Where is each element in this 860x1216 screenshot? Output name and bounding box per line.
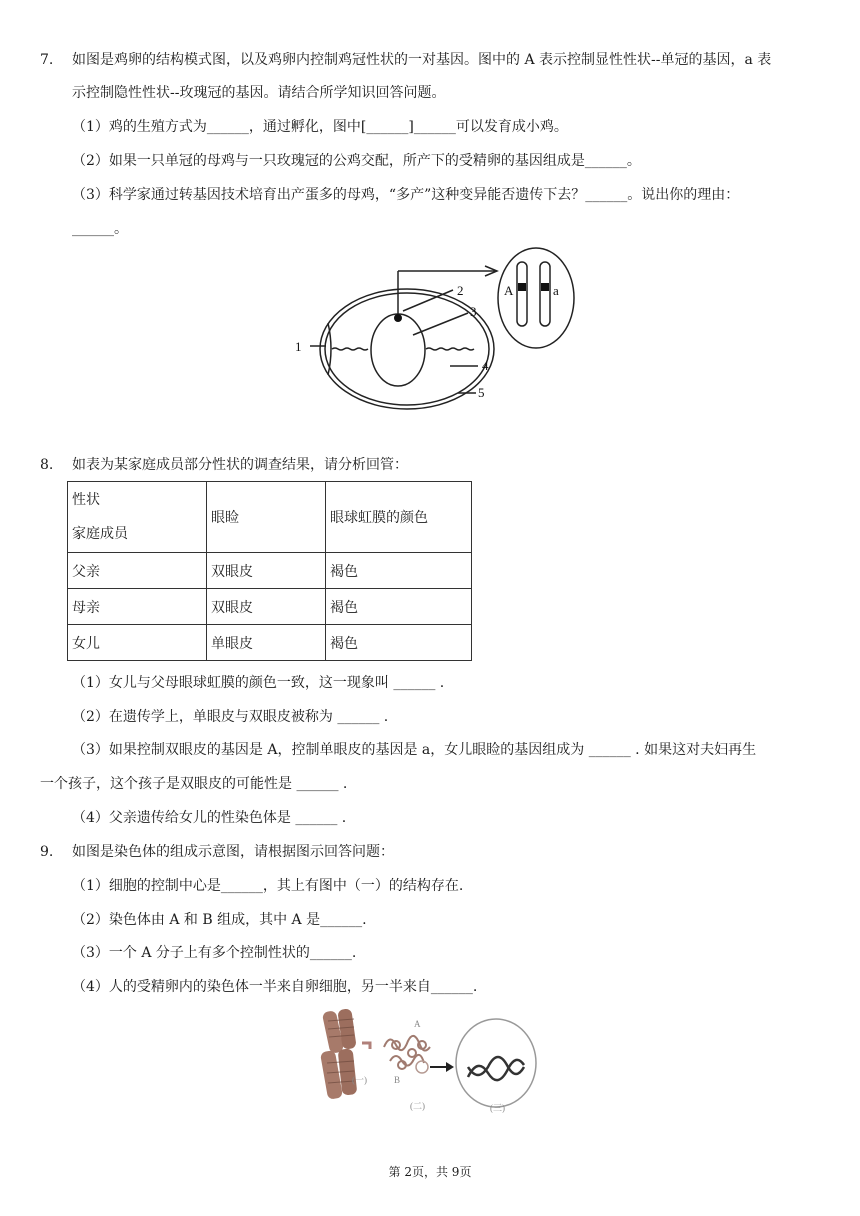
header-eyelid: 眼睑 — [207, 482, 326, 553]
gene-label-a: a — [553, 283, 559, 298]
chalaza-left — [332, 348, 368, 350]
q7-part1: （1）鸡的生殖方式为______，通过孵化，图中[______]______可以发育成小鸡。 — [72, 119, 568, 135]
q8-part3: （3）如果控制双眼皮的基因是 A，控制单眼皮的基因是 a，女儿眼睑的基因组成为 ______ . 如果这对夫妇再生 — [72, 742, 757, 758]
chromosome-composition-diagram — [318, 1005, 558, 1115]
label-part-3: (三) — [490, 1103, 505, 1113]
gene-inset-circle — [498, 248, 574, 348]
table-cell: 母亲 — [68, 589, 207, 625]
egg-label-1: 1 — [295, 339, 302, 354]
q7-part3: （3）科学家通过转基因技术培育出产蛋多的母鸡，“多产”这种变异能否遗传下去？______。说出你的理由： — [72, 187, 740, 203]
egg-label-4: 4 — [482, 358, 489, 373]
q9-part4: （4）人的受精卵内的染色体一半来自卵细胞，另一半来自______. — [72, 979, 478, 995]
table-row — [68, 553, 472, 589]
q9-part3: （3）一个 A 分子上有多个控制性状的______. — [72, 945, 357, 961]
q8-part4: （4）父亲遗传给女儿的性染色体是 ______ . — [72, 810, 347, 826]
q9-number: 9. — [40, 844, 54, 860]
table-row — [68, 625, 472, 661]
q9-part2: （2）染色体由 A 和 B 组成，其中 A 是______. — [72, 912, 367, 928]
label-A: A — [414, 1019, 421, 1029]
table-cell: 父亲 — [68, 553, 207, 589]
dna-protein-strand — [384, 1036, 430, 1069]
dna-double-helix — [468, 1057, 524, 1080]
q7-number: 7. — [40, 52, 54, 68]
label-part-2: (二) — [410, 1101, 425, 1111]
table-row — [68, 589, 472, 625]
q8-intro: 如表为某家庭成员部分性状的调查结果，请分析回管： — [72, 457, 408, 473]
egg-label-3: 3 — [470, 304, 477, 319]
family-traits-table — [67, 481, 472, 661]
air-chamber-line — [328, 323, 331, 375]
table-cell: 女儿 — [68, 625, 207, 661]
egg-label-2: 2 — [457, 283, 464, 298]
chalaza-right — [426, 348, 474, 350]
table-header-corner — [68, 482, 207, 553]
chromosome-right — [540, 262, 550, 326]
q7-part2: （2）如果一只单冠的母鸡与一只玫瑰冠的公鸡交配，所产下的受精卵的基因组成是______。 — [72, 153, 641, 169]
q8-part3-cont: 一个孩子，这个孩子是双眼皮的可能性是 ______ . — [40, 776, 348, 792]
table-cell: 褐色 — [326, 553, 472, 589]
header-trait-label: 性状 — [72, 492, 100, 508]
egg-structure-diagram — [290, 245, 590, 415]
q7-intro-line2: 示控制隐性性状--玫瑰冠的基因。请结合所学知识回答问题。 — [72, 85, 446, 101]
page-footer: 第 2页，共 9页 — [388, 1165, 472, 1179]
table-cell: 褐色 — [326, 625, 472, 661]
q7-intro-line1: 如图是鸡卵的结构模式图，以及鸡卵内控制鸡冠性状的一对基因。图中的 A 表示控制显性性状--单冠的基因，a 表 — [72, 52, 772, 68]
q8-part2: （2）在遗传学上，单眼皮与双眼皮被称为 ______ . — [72, 709, 389, 725]
label-B: B — [394, 1075, 401, 1085]
table-cell: 褐色 — [326, 589, 472, 625]
germinal-disc — [394, 314, 402, 322]
q9-intro: 如图是染色体的组成示意图，请根据图示回答问题： — [72, 844, 394, 860]
table-header-row — [68, 482, 472, 553]
q8-number: 8. — [40, 457, 54, 473]
q7-part3-cont: ______。 — [72, 221, 128, 237]
table-cell: 双眼皮 — [207, 553, 326, 589]
table-cell: 双眼皮 — [207, 589, 326, 625]
label-part-1: (一) — [352, 1075, 367, 1085]
gene-label-A: A — [504, 283, 514, 298]
chromosome-left — [517, 262, 527, 326]
chromosome-pair — [320, 1008, 357, 1100]
q9-part1: （1）细胞的控制中心是______，其上有图中（一）的结构存在. — [72, 878, 464, 894]
header-member-label: 家庭成员 — [72, 526, 128, 542]
egg-label-5: 5 — [478, 385, 485, 400]
header-iris-color: 眼球虹膜的颜色 — [326, 482, 472, 553]
q8-part1: （1）女儿与父母眼球虹膜的颜色一致，这一现象叫 ______ . — [72, 675, 445, 691]
egg-yolk — [371, 314, 425, 386]
table-cell: 单眼皮 — [207, 625, 326, 661]
